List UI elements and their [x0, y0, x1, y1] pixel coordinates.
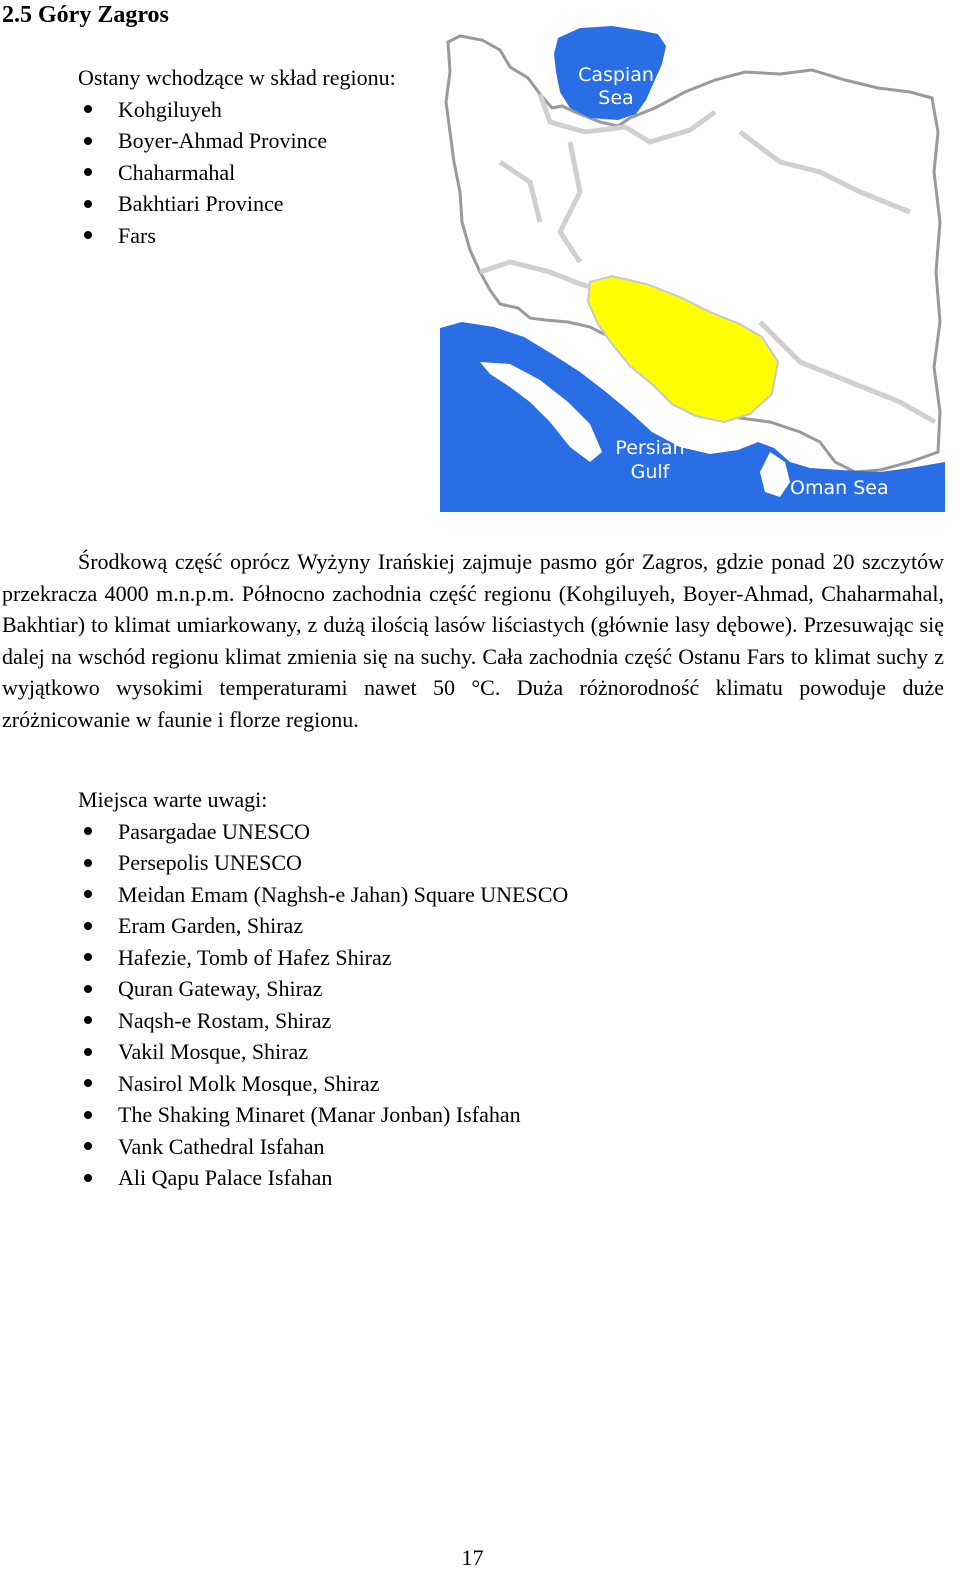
place-label: Hafezie, Tomb of Hafez Shiraz: [118, 944, 392, 970]
bullet-icon: [84, 859, 92, 867]
bullet-icon: [84, 1174, 92, 1182]
province-label: Boyer-Ahmad Province: [118, 128, 328, 153]
places-intro: Miejsca warte uwagi:: [78, 787, 268, 812]
place-item: [78, 1036, 778, 1068]
provinces-block: [78, 62, 408, 251]
provinces-list: [78, 94, 408, 252]
bullet-icon: [84, 137, 92, 145]
place-label: Meidan Emam (Naghsh-e Jahan) Square UNESCO: [118, 881, 569, 907]
persian-gulf-label-line1: Persian: [615, 437, 685, 459]
iran-map: [440, 22, 945, 512]
bullet-icon: [84, 890, 92, 898]
place-item: [78, 879, 778, 911]
oman-sea-label: Oman Sea: [790, 477, 889, 499]
persian-gulf-label-line2: Gulf: [630, 461, 670, 483]
province-label: Fars: [118, 222, 156, 248]
section-title: 2.5 Góry Zagros: [2, 2, 169, 28]
bullet-icon: [84, 985, 92, 993]
bullet-icon: [84, 953, 92, 961]
place-label: Pasargadae UNESCO: [118, 818, 311, 844]
places-block: [78, 784, 778, 1194]
bullet-icon: [84, 105, 92, 113]
place-label: Vakil Mosque, Shiraz: [118, 1039, 309, 1064]
bullet-icon: [84, 1016, 92, 1024]
province-item: [78, 188, 408, 220]
place-item: [78, 1162, 778, 1194]
bullet-icon: [84, 168, 92, 176]
bullet-icon: [84, 1079, 92, 1087]
place-item: [78, 847, 778, 879]
place-item: [78, 1131, 778, 1163]
place-item: [78, 1068, 778, 1100]
place-item: [78, 973, 778, 1005]
place-item: [78, 816, 778, 848]
place-item: [78, 942, 778, 974]
caspian-label-line1: Caspian: [578, 64, 654, 86]
place-label: Eram Garden, Shiraz: [118, 913, 304, 938]
bullet-icon: [84, 1142, 92, 1150]
bullet-icon: [84, 200, 92, 208]
bullet-icon: [84, 1048, 92, 1056]
caspian-label-line2: Sea: [598, 87, 634, 109]
province-label: Chaharmahal: [118, 159, 236, 185]
description-paragraph: Środkową część oprócz Wyżyny Irańskiej zajmuje pasmo gór Zagros, gdzie ponad 20 szczytów przekracza 4000 m.n.p.m. Północno zachodnia część regionu (Kohgiluyeh, Boyer-Ahmad, Chaharmahal, Bakhtiar) to klimat umiarkowany, z dużą ilością lasów liściastych (głównie lasy dębowe). Przesuwając się dalej na wschód regionu klimat zmienia się na suchy. Cała zachodnia część Ostanu Fars to klimat suchy z wyjątkowo wysokimi temperaturami nawet 50 °C. Duża różnorodność klimatu powoduje duże zróżnicowanie w faunie i florze regionu.: [2, 549, 944, 732]
place-label: The Shaking Minaret (Manar Jonban) Isfahan: [118, 1102, 521, 1127]
place-label: Quran Gateway, Shiraz: [118, 976, 323, 1001]
page-number: 17: [461, 1545, 484, 1570]
provinces-intro: Ostany wchodzące w skład regionu:: [78, 65, 396, 90]
place-item: [78, 1005, 778, 1037]
places-list: [78, 816, 778, 1194]
province-item: [78, 220, 408, 252]
place-label: Nasirol Molk Mosque, Shiraz: [118, 1070, 380, 1096]
province-item: [78, 125, 408, 157]
place-item: [78, 1099, 778, 1131]
bullet-icon: [84, 922, 92, 930]
place-label: Vank Cathedral Isfahan: [118, 1133, 325, 1159]
bullet-icon: [84, 1111, 92, 1119]
place-item: [78, 910, 778, 942]
place-label: Naqsh-e Rostam, Shiraz: [118, 1007, 332, 1033]
bullet-icon: [84, 231, 92, 239]
province-item: [78, 94, 408, 126]
bullet-icon: [84, 827, 92, 835]
province-item: [78, 157, 408, 189]
place-label: Ali Qapu Palace Isfahan: [118, 1165, 333, 1190]
province-label: Kohgiluyeh: [118, 96, 222, 122]
place-label: Persepolis UNESCO: [118, 850, 302, 875]
province-label: Bakhtiari Province: [118, 191, 284, 216]
